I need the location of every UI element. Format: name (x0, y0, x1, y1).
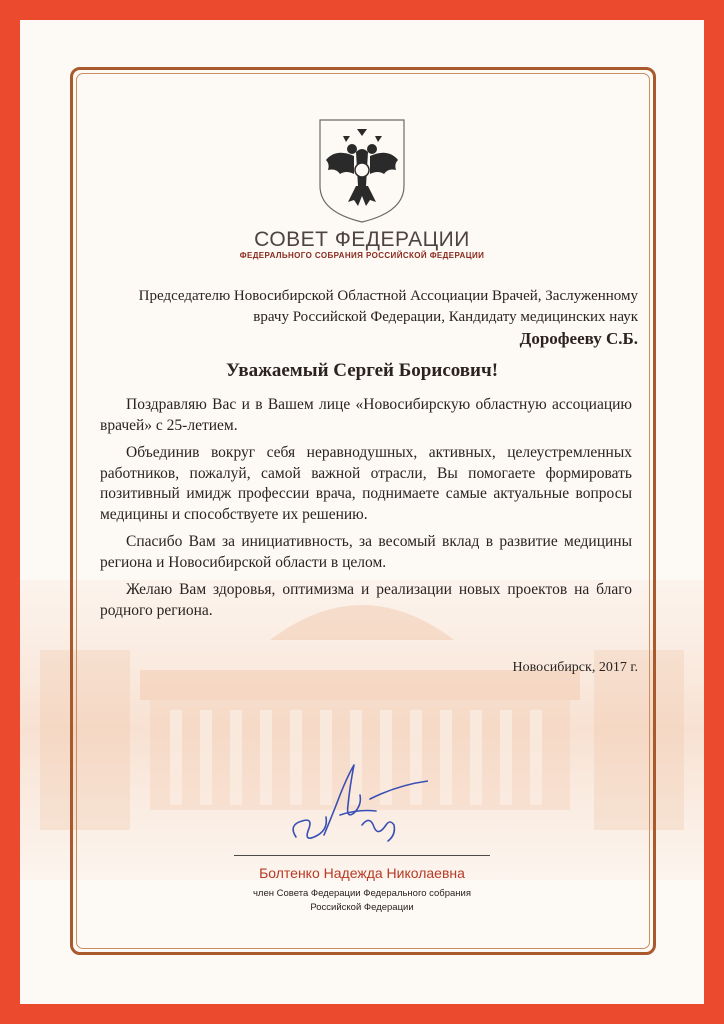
signer-title-line-1: член Совета Федерации Федерального собрания (252, 888, 471, 899)
coat-of-arms-icon (316, 116, 408, 224)
addressee-name: Дорофееву С.Б. (519, 329, 638, 348)
org-name: СОВЕТ ФЕДЕРАЦИИ (254, 228, 470, 251)
paragraph: Спасибо Вам за инициативность, за весомый вклад в развитие медицины региона и Новосибирской области в целом. (100, 533, 632, 571)
paragraph: Объединив вокруг себя неравнодушных, активных, целеустремленных работников, пожалуй, самой важной отрасли, Вы помогаете формировать позитивный имидж профессии врача, поднимаете самые актуальные вопросы медицины и способствуете их решению. (100, 444, 632, 523)
addressee-block (78, 286, 638, 328)
signer-title (20, 887, 704, 915)
letter-body (100, 395, 632, 628)
addressee-line-2: врачу Российской Федерации, Кандидату медицинских наук (253, 309, 638, 325)
greeting: Уважаемый Сергей Борисович! (225, 360, 499, 381)
handwritten-signature (278, 755, 428, 850)
place-date: Новосибирск, 2017 г. (512, 660, 638, 675)
signer-name: Болтенко Надежда Николаевна (259, 865, 465, 881)
paragraph: Желаю Вам здоровья, оптимизма и реализации новых проектов на благо родного региона. (100, 581, 632, 619)
org-subtitle: ФЕДЕРАЛЬНОГО СОБРАНИЯ РОССИЙСКОЙ ФЕДЕРАЦИИ (239, 251, 485, 260)
addressee-line-1: Председателю Новосибирской Областной Ассоциации Врачей, Заслуженному (138, 288, 638, 304)
paragraph: Поздравляю Вас и в Вашем лице «Новосибирскую областную ассоциацию врачей» с 25-летием. (100, 396, 632, 434)
letter-page (20, 20, 704, 1004)
signer-title-line-2: Российской Федерации (310, 902, 414, 913)
signature-line (234, 855, 490, 856)
